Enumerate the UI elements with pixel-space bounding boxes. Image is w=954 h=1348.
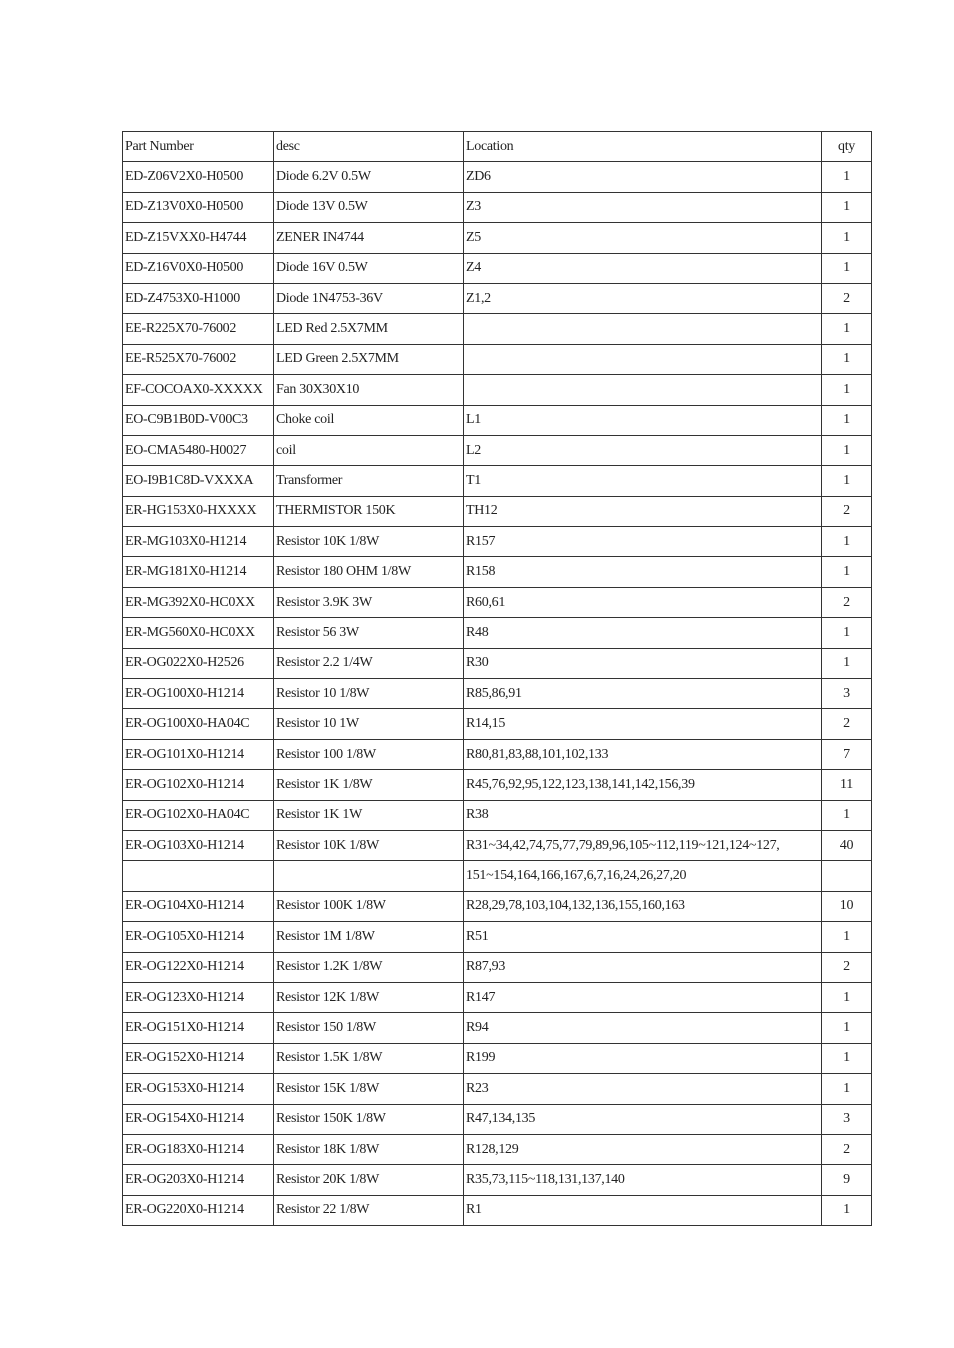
cell-location: R87,93 (464, 952, 822, 982)
cell-location: R157 (464, 527, 822, 557)
cell-desc: LED Green 2.5X7MM (274, 344, 464, 374)
table-row (123, 1195, 872, 1225)
cell-location (464, 344, 822, 374)
table-row (123, 253, 872, 283)
cell-part-number: ER-OG203X0-H1214 (123, 1165, 274, 1195)
cell-part-number: ER-OG220X0-H1214 (123, 1195, 274, 1225)
cell-qty: 3 (822, 1104, 872, 1134)
header-row (123, 132, 872, 162)
header-desc: desc (274, 132, 464, 162)
cell-desc: Resistor 3.9K 3W (274, 587, 464, 617)
cell-desc: Resistor 22 1/8W (274, 1195, 464, 1225)
header-location: Location (464, 132, 822, 162)
cell-location: R35,73,115~118,131,137,140 (464, 1165, 822, 1195)
cell-part-number: ER-OG104X0-H1214 (123, 891, 274, 921)
cell-qty: 1 (822, 466, 872, 496)
cell-part-number: EE-R525X70-76002 (123, 344, 274, 374)
table-row (123, 496, 872, 526)
cell-part-number: ER-OG100X0-H1214 (123, 679, 274, 709)
cell-qty: 2 (822, 1134, 872, 1164)
cell-part-number: ER-OG122X0-H1214 (123, 952, 274, 982)
cell-desc: ZENER IN4744 (274, 223, 464, 253)
cell-part-number: ER-OG022X0-H2526 (123, 648, 274, 678)
cell-qty (822, 861, 872, 891)
cell-desc: Resistor 1.5K 1/8W (274, 1043, 464, 1073)
cell-qty: 1 (822, 982, 872, 1012)
table-row (123, 800, 872, 830)
table-row (123, 922, 872, 952)
cell-qty: 1 (822, 405, 872, 435)
cell-desc: Resistor 100 1/8W (274, 739, 464, 769)
cell-qty: 1 (822, 253, 872, 283)
cell-qty: 1 (822, 344, 872, 374)
cell-desc (274, 861, 464, 891)
cell-part-number: ER-MG181X0-H1214 (123, 557, 274, 587)
cell-part-number: ER-OG100X0-HA04C (123, 709, 274, 739)
cell-location: TH12 (464, 496, 822, 526)
table-row (123, 1165, 872, 1195)
table-row (123, 466, 872, 496)
cell-qty: 1 (822, 1074, 872, 1104)
cell-qty: 1 (822, 223, 872, 253)
cell-part-number (123, 861, 274, 891)
cell-part-number: ER-MG103X0-H1214 (123, 527, 274, 557)
table-row (123, 1074, 872, 1104)
table-row (123, 770, 872, 800)
cell-desc: Resistor 180 OHM 1/8W (274, 557, 464, 587)
table-row (123, 375, 872, 405)
cell-qty: 1 (822, 618, 872, 648)
cell-desc: Resistor 56 3W (274, 618, 464, 648)
cell-desc: LED Red 2.5X7MM (274, 314, 464, 344)
cell-desc: Resistor 10K 1/8W (274, 830, 464, 860)
table-row (123, 1134, 872, 1164)
parts-table (122, 131, 872, 1226)
cell-location: R1 (464, 1195, 822, 1225)
cell-desc: Transformer (274, 466, 464, 496)
cell-desc: Resistor 15K 1/8W (274, 1074, 464, 1104)
cell-location: R199 (464, 1043, 822, 1073)
cell-desc: coil (274, 435, 464, 465)
cell-location: R80,81,83,88,101,102,133 (464, 739, 822, 769)
cell-desc: Fan 30X30X10 (274, 375, 464, 405)
cell-part-number: ER-OG105X0-H1214 (123, 922, 274, 952)
cell-location: R31~34,42,74,75,77,79,89,96,105~112,119~121,124~127, (464, 830, 822, 860)
cell-qty: 2 (822, 283, 872, 313)
parts-table-body (123, 132, 872, 1226)
cell-location: R48 (464, 618, 822, 648)
table-row (123, 314, 872, 344)
cell-location: R158 (464, 557, 822, 587)
table-row (123, 1013, 872, 1043)
cell-location: ZD6 (464, 162, 822, 192)
table-row (123, 192, 872, 222)
table-row (123, 982, 872, 1012)
table-row (123, 830, 872, 860)
cell-qty: 7 (822, 739, 872, 769)
cell-desc: Diode 6.2V 0.5W (274, 162, 464, 192)
cell-desc: Resistor 100K 1/8W (274, 891, 464, 921)
cell-qty: 1 (822, 192, 872, 222)
cell-location: R60,61 (464, 587, 822, 617)
table-row (123, 557, 872, 587)
cell-part-number: ER-OG152X0-H1214 (123, 1043, 274, 1073)
cell-location: R128,129 (464, 1134, 822, 1164)
cell-qty: 1 (822, 162, 872, 192)
cell-part-number: ER-OG103X0-H1214 (123, 830, 274, 860)
cell-qty: 1 (822, 527, 872, 557)
cell-part-number: EE-R225X70-76002 (123, 314, 274, 344)
table-row (123, 1043, 872, 1073)
cell-desc: Resistor 18K 1/8W (274, 1134, 464, 1164)
table-row (123, 344, 872, 374)
cell-location: Z5 (464, 223, 822, 253)
table-row (123, 861, 872, 891)
cell-qty: 1 (822, 800, 872, 830)
cell-desc: Diode 16V 0.5W (274, 253, 464, 283)
cell-part-number: ED-Z06V2X0-H0500 (123, 162, 274, 192)
cell-qty: 1 (822, 1043, 872, 1073)
cell-location: R45,76,92,95,122,123,138,141,142,156,39 (464, 770, 822, 800)
cell-part-number: ER-OG102X0-H1214 (123, 770, 274, 800)
cell-qty: 1 (822, 648, 872, 678)
cell-part-number: ER-HG153X0-HXXXX (123, 496, 274, 526)
header-qty: qty (822, 132, 872, 162)
cell-part-number: ER-MG392X0-HC0XX (123, 587, 274, 617)
cell-location: R51 (464, 922, 822, 952)
cell-desc: Choke coil (274, 405, 464, 435)
table-row (123, 435, 872, 465)
table-row (123, 709, 872, 739)
cell-location: T1 (464, 466, 822, 496)
cell-qty: 1 (822, 375, 872, 405)
cell-desc: Resistor 10 1W (274, 709, 464, 739)
cell-location: 151~154,164,166,167,6,7,16,24,26,27,20 (464, 861, 822, 891)
cell-qty: 10 (822, 891, 872, 921)
cell-location: R147 (464, 982, 822, 1012)
cell-location: Z4 (464, 253, 822, 283)
cell-location (464, 375, 822, 405)
table-row (123, 648, 872, 678)
cell-desc: Resistor 10 1/8W (274, 679, 464, 709)
cell-part-number: ER-OG151X0-H1214 (123, 1013, 274, 1043)
cell-location: R23 (464, 1074, 822, 1104)
cell-location: Z3 (464, 192, 822, 222)
table-row (123, 527, 872, 557)
table-row (123, 891, 872, 921)
cell-desc: Resistor 150 1/8W (274, 1013, 464, 1043)
cell-qty: 3 (822, 679, 872, 709)
table-row (123, 952, 872, 982)
cell-location: R85,86,91 (464, 679, 822, 709)
table-row (123, 679, 872, 709)
cell-desc: Resistor 1K 1W (274, 800, 464, 830)
cell-part-number: ED-Z15VXX0-H4744 (123, 223, 274, 253)
table-row (123, 739, 872, 769)
cell-desc: Resistor 10K 1/8W (274, 527, 464, 557)
cell-location (464, 314, 822, 344)
cell-desc: Diode 13V 0.5W (274, 192, 464, 222)
cell-part-number: ER-OG154X0-H1214 (123, 1104, 274, 1134)
cell-desc: Resistor 1M 1/8W (274, 922, 464, 952)
cell-desc: THERMISTOR 150K (274, 496, 464, 526)
cell-location: Z1,2 (464, 283, 822, 313)
table-row (123, 405, 872, 435)
cell-part-number: EO-C9B1B0D-V00C3 (123, 405, 274, 435)
table-row (123, 283, 872, 313)
cell-qty: 2 (822, 496, 872, 526)
cell-part-number: ED-Z4753X0-H1000 (123, 283, 274, 313)
table-row (123, 1104, 872, 1134)
cell-part-number: ED-Z16V0X0-H0500 (123, 253, 274, 283)
cell-qty: 1 (822, 922, 872, 952)
cell-qty: 9 (822, 1165, 872, 1195)
cell-location: R14,15 (464, 709, 822, 739)
cell-qty: 1 (822, 557, 872, 587)
table-row (123, 162, 872, 192)
cell-qty: 40 (822, 830, 872, 860)
cell-location: R30 (464, 648, 822, 678)
cell-part-number: ER-OG101X0-H1214 (123, 739, 274, 769)
cell-qty: 2 (822, 587, 872, 617)
cell-part-number: ER-OG153X0-H1214 (123, 1074, 274, 1104)
cell-part-number: ED-Z13V0X0-H0500 (123, 192, 274, 222)
cell-location: R28,29,78,103,104,132,136,155,160,163 (464, 891, 822, 921)
cell-location: L2 (464, 435, 822, 465)
cell-location: R47,134,135 (464, 1104, 822, 1134)
cell-qty: 1 (822, 1195, 872, 1225)
cell-desc: Diode 1N4753-36V (274, 283, 464, 313)
cell-part-number: EF-COCOAX0-XXXXX (123, 375, 274, 405)
cell-part-number: ER-OG183X0-H1214 (123, 1134, 274, 1164)
cell-location: L1 (464, 405, 822, 435)
cell-desc: Resistor 12K 1/8W (274, 982, 464, 1012)
cell-location: R94 (464, 1013, 822, 1043)
cell-desc: Resistor 150K 1/8W (274, 1104, 464, 1134)
cell-part-number: EO-CMA5480-H0027 (123, 435, 274, 465)
table-row (123, 618, 872, 648)
cell-desc: Resistor 2.2 1/4W (274, 648, 464, 678)
cell-part-number: ER-OG123X0-H1214 (123, 982, 274, 1012)
cell-desc: Resistor 1K 1/8W (274, 770, 464, 800)
cell-qty: 1 (822, 1013, 872, 1043)
cell-part-number: ER-OG102X0-HA04C (123, 800, 274, 830)
table-row (123, 587, 872, 617)
table-row (123, 223, 872, 253)
cell-qty: 1 (822, 314, 872, 344)
cell-location: R38 (464, 800, 822, 830)
cell-qty: 2 (822, 709, 872, 739)
cell-desc: Resistor 1.2K 1/8W (274, 952, 464, 982)
header-part-number: Part Number (123, 132, 274, 162)
cell-qty: 1 (822, 435, 872, 465)
cell-part-number: EO-I9B1C8D-VXXXA (123, 466, 274, 496)
cell-qty: 2 (822, 952, 872, 982)
cell-part-number: ER-MG560X0-HC0XX (123, 618, 274, 648)
cell-desc: Resistor 20K 1/8W (274, 1165, 464, 1195)
cell-qty: 11 (822, 770, 872, 800)
